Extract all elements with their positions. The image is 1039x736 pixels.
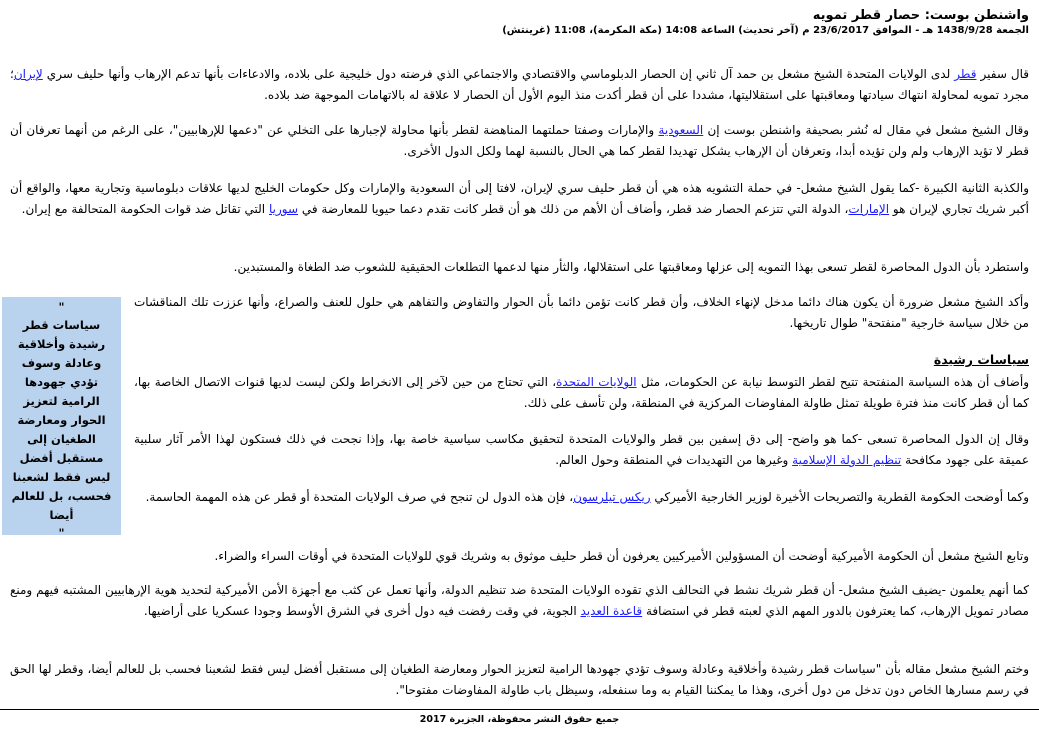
section-subheading: سياسات رشيدة	[933, 352, 1029, 367]
article-dateline: الجمعة 1438/9/28 هـ - الموافق 23/6/2017 م (آخر تحديث) الساعة 14:08 (مكة المكرمة)، 11:08 (غرينتش)	[502, 25, 1029, 36]
paragraph-9: وتابع الشيخ مشعل أن الحكومة الأميركية أوضحت أن المسؤولين الأميركيين يعرفون أن قطر حليف موثوق به وشريك قوي للولايات المتحدة في أوقات السراء والضراء.	[214, 549, 1029, 563]
link-uae[interactable]: الإمارات	[848, 202, 890, 216]
paragraph-3: والكذبة الثانية الكبيرة -كما يقول الشيخ مشعل- في حملة التشويه هذه هي أن قطر حليف سري لإيران، لافتا إلى أن السعودية والإمارات وكل حكومات الخليج لديها علاقات دبلوماسية وتجارية معها، والواقع أن أكبر شريك تجاري لإيران هو الإمارات، الدولة التي تتزعم الحصار ضد قطر، وأضاف أن الأهم من ذلك هو أن قطر كانت تقدم دعما حيويا للمعارضة في سوريا التي تقاتل ضد قوات الحكومة المتحالفة مع إيران.	[10, 181, 1029, 216]
article-title: واشنطن بوست: حصار قطر تمويه	[812, 8, 1029, 23]
link-saudi-arabia[interactable]: السعودية	[658, 123, 704, 137]
link-iran[interactable]: لإيران	[13, 67, 43, 81]
paragraph-11: وختم الشيخ مشعل مقاله بأن "سياسات قطر رشيدة وأخلاقية وعادلة وسوف تؤدي جهودها الرامية لتعزيز الحوار ومعارضة الطغيان إلى مستقبل أفضل ليس فقط لشعبنا فحسب بل للعالم أيضا، وقطر لها الحق في رسم مسارها الخاص دون تدخل من دول أخرى، وهذا ما يمكننا القيام به وما سنفعله، وسيظل باب طاولة المفاوضات مفتوحا".	[10, 662, 1029, 697]
article-header	[10, 8, 1029, 38]
paragraph-2: وقال الشيخ مشعل في مقال له نُشر بصحيفة واشنطن بوست إن السعودية والإمارات وصفتا حملتهما المناهضة لقطر بأنها محاولة لإجبارها على التخلي عن "دعمها للإرهابيين"، على الرغم من أنهما تعرفان أن قطر لا تؤيد الإرهاب ولم ولن تؤيده أبدا، وتعرفان أن الإرهاب يشكل تهديدا لقطر كما هي الحال بالنسبة لهما ولكل الدول الأخرى.	[10, 123, 1030, 158]
paragraph-10: كما أنهم يعلمون -يضيف الشيخ مشعل- أن قطر شريك نشط في التحالف الذي تقوده الولايات المتحدة ضد تنظيم الدولة، وأنها تعمل عن كثب مع أجهزة الأمن الأميركية لتحديد هوية الإرهابيين المشتبه فيهم ومنع مصادر تمويل الإرهاب، كما يعترفون بالدور المهم الذي لعبته قطر في استضافة قاعدة العديد الجوية، في وقت رفضت فيه دول أخرى في الشرق الأوسط وجودا عسكريا على أراضيها.	[10, 583, 1029, 618]
paragraph-1: قال سفير قطر لدى الولايات المتحدة الشيخ مشعل بن حمد آل ثاني إن الحصار الدبلوماسي والاقتصادي والاجتماعي الذي فرضته دول خليجية على بلاده، والادعاءات بأنها تدعم الإرهاب وأنها حليف سري لإيران؛ مجرد تمويه لمحاولة انتهاك سيادتها ومعاقبتها على استقلاليتها، مشددا على أن قطر أكدت منذ اليوم الأول أن الحصار لا علاقة له بالاتهامات الموجهة ضد بلاده.	[10, 67, 1030, 102]
pull-quote-open-mark: "	[58, 300, 65, 314]
paragraph-5: وأكد الشيخ مشعل ضرورة أن يكون هناك دائما مدخل لإنهاء الخلاف، وأن قطر كانت تؤمن دائما بأن الحوار والتفاوض والتفاهم هي حلول للعنف والصراع، وأنها عززت تلك المناقشات من خلال سياسة خارجية "منفتحة" طوال تاريخها.	[134, 295, 1029, 330]
footer-divider	[0, 709, 1039, 710]
paragraph-7: وقال إن الدول المحاصرة تسعى -كما هو واضح- إلى دق إسفين بين قطر والولايات المتحدة لتحقيق مكاسب سياسية خاصة بها، وإذا نجحت في ذلك فستكون لهذا الأمر آثار سلبية عميقة على جهود مكافحة تنظيم الدولة الإسلامية وغيرها من التهديدات في المنطقة وحول العالم.	[134, 432, 1029, 467]
paragraph-8: وكما أوضحت الحكومة القطرية والتصريحات الأخيرة لوزير الخارجية الأميركي ريكس تيلرسون، فإن هذه الدول لن تنجح في صرف الولايات المتحدة أو قطر عن هذه المهمة الحاسمة.	[145, 490, 1029, 504]
paragraph-6: وأضاف أن هذه السياسة المنفتحة تتيح لقطر التوسط نيابة عن الحكومات، مثل الولايات المتحدة، التي تحتاج من حين لآخر إلى الانخراط ولكن ليست لديها قنوات الاتصال الخاصة بها، كما أن قطر كانت منذ فترة طويلة تمثل طاولة المفاوضات المركزية في المنطقة، ولن تأسف على ذلك.	[134, 375, 1030, 410]
copyright-footer: جميع حقوق النشر محفوظة، الجزيرة 2017	[419, 714, 620, 725]
link-qatar[interactable]: قطر	[954, 67, 977, 81]
link-al-udeid-base[interactable]: قاعدة العديد	[580, 604, 643, 618]
paragraph-4: واستطرد بأن الدول المحاصرة لقطر تسعى بهذا التمويه إلى عزلها ومعاقبتها على استقلالها، والثأر منها لدعمها التطلعات الحقيقية للشعوب ضد الطغاة والمستبدين.	[233, 260, 1029, 274]
pull-quote-box	[2, 297, 121, 540]
link-rex-tillerson[interactable]: ريكس تيلرسون	[573, 490, 651, 504]
link-islamic-state[interactable]: تنظيم الدولة الإسلامية	[792, 453, 902, 467]
link-united-states[interactable]: الولايات المتحدة	[556, 375, 637, 389]
pull-quote-text: سياسات قطر رشيدة وأخلاقية وعادلة وسوف تؤدي جهودها الرامية لتعزيز الحوار ومعارضة الطغيان إلى مستقبل أفضل ليس فقط لشعبنا فحسب، بل للعالم أيضا	[11, 318, 112, 522]
link-syria[interactable]: سوريا	[268, 202, 299, 216]
pull-quote-close-mark: "	[58, 526, 65, 540]
